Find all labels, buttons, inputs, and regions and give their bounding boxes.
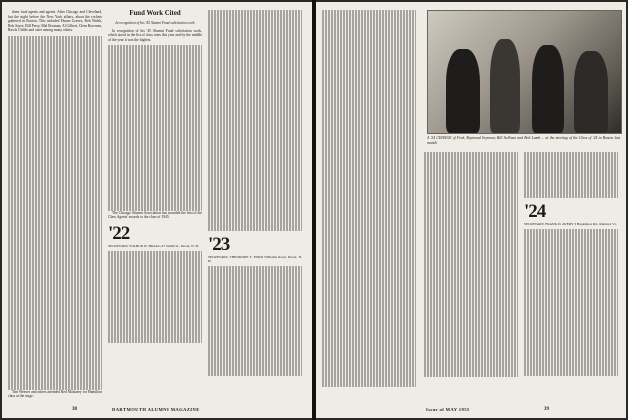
left-page-number: 38 (72, 407, 77, 412)
right-column-3 (524, 152, 618, 376)
paragraph: In recognition of his '45 Alumni Fund solicitation work, which stood in the list of class rates this year and by the middle of the year it was the highest. (108, 28, 202, 42)
body-text (322, 10, 416, 387)
photo-caption: A '24 CHANGE of Fred, Raymond Seymour, Bill Sullivan and Bob Lamb ... at the meeting of the Class of '24 in Boston last month. (427, 136, 620, 145)
body-text (524, 229, 618, 376)
class-23-section (208, 235, 302, 264)
class-photo (427, 10, 622, 134)
right-column-2 (424, 152, 518, 377)
class-year-23: '23 (208, 233, 230, 255)
class-24-secretary: SECRETARY, FRANK D. AVERY 3 Hopkinton Rd., Rutland, Vt. (524, 221, 617, 226)
right-page-number: 39 (544, 407, 549, 412)
left-page (2, 2, 312, 418)
paragraph: The Chicago Alumni Association has awarded the first of the Class Agents' awards to the class of 1945. (108, 210, 203, 220)
paragraph: Tim Weaver and others attended Red Mahoney for Hamilton class at the stage. (8, 389, 102, 399)
left-page-footer: DARTMOUTH ALUMNI MAGAZINE (112, 407, 200, 412)
class-22-secretary: SECRETARY, WILBUR W. BRAGG 47 Smith St., Dover, N. H. (108, 243, 199, 248)
class-23-secretary: SECRETARY, THEODORE T. FORD Williams Road, Dover, N. H. (208, 254, 302, 263)
body-text (424, 152, 518, 377)
paragraph: them food agents and agents. After Chicago and Cleveland, but the night before the New York affairs, about the rockets gathered in Boston. This included Duane Graves, Bob Walsh, Bob Sayre, Bill Perry, Mal Rosman, Al Gilbert, Clem Rowreau, Rawls Childs and cater among many others. (8, 10, 102, 33)
body-text (208, 10, 302, 231)
class-22-section (108, 224, 202, 248)
class-24-section (524, 202, 618, 226)
body-text (208, 266, 302, 376)
left-column-1 (8, 10, 102, 402)
class-year-24: '24 (524, 200, 546, 222)
right-page (316, 2, 626, 418)
body-text (108, 45, 202, 210)
right-column-1 (322, 10, 416, 387)
body-text (108, 251, 202, 343)
right-page-footer: Issue of MAY 1955 (426, 407, 470, 412)
body-text (8, 36, 102, 390)
fund-work-byline: In recognition of his '45 Alumni Fund solicitation work (115, 21, 195, 25)
left-column-2 (108, 10, 202, 343)
left-column-3 (208, 10, 302, 376)
class-year-22: '22 (108, 222, 130, 244)
fund-work-headline: Fund Work Cited (129, 10, 181, 17)
body-text (524, 152, 618, 198)
